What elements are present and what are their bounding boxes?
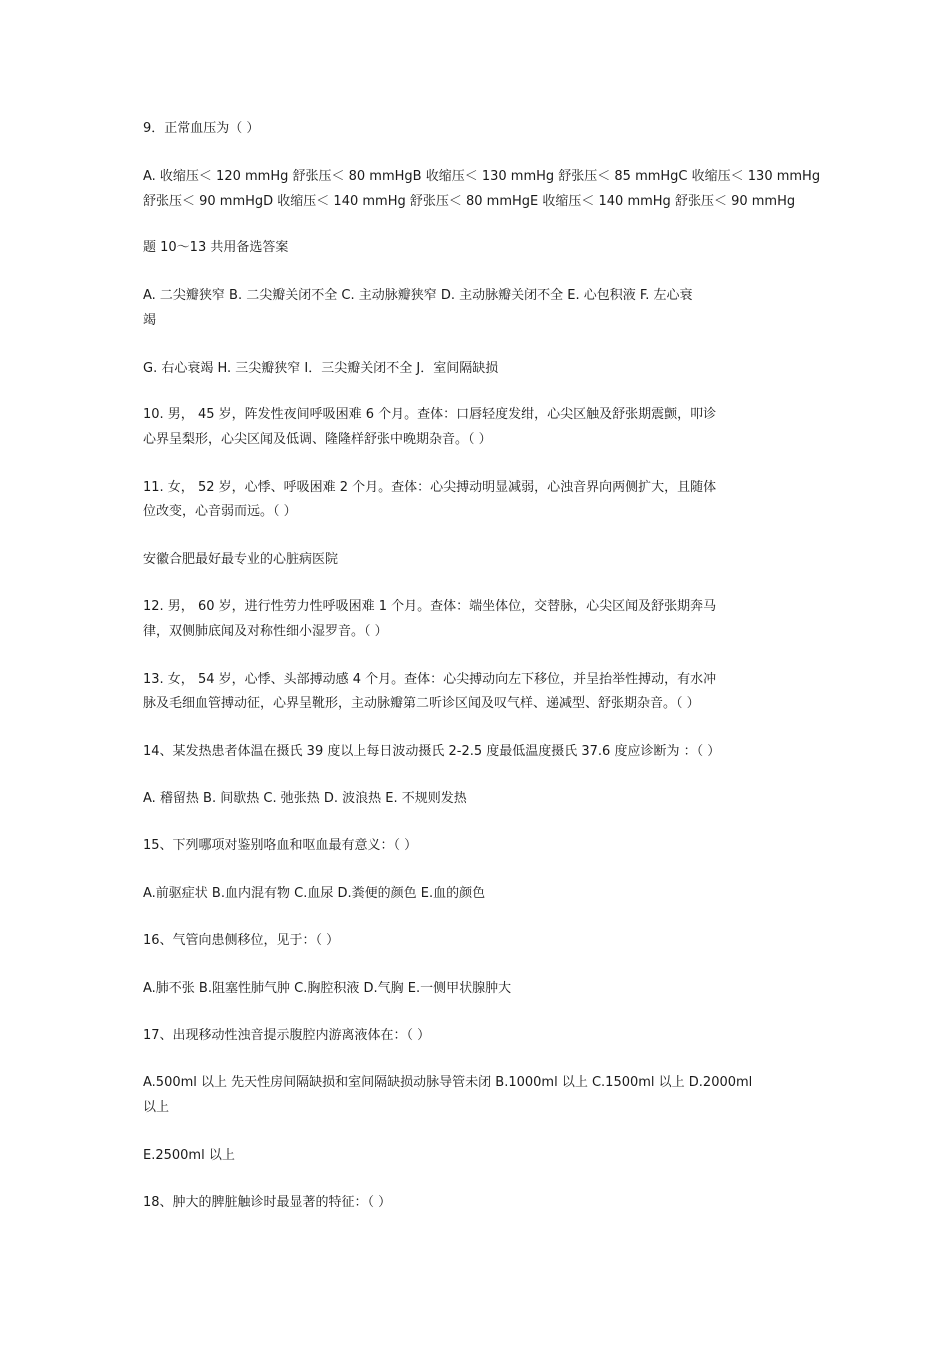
shared-options-line-2: 竭 [143, 313, 157, 328]
question-17-options-line-1: A.500ml 以上 先天性房间隔缺损和室间隔缺损动脉导管未闭 B.1000ml 以上 C.1500ml 以上 D.2000ml [143, 1075, 753, 1090]
question-10-line-2: 心界呈梨形，心尖区闻及低调、隆隆样舒张中晚期杂音。（ ） [143, 432, 492, 447]
question-17-options-line-2: 以上 [143, 1100, 170, 1115]
question-14-options: A. 稽留热 B. 间歇热 C. 弛张热 D. 波浪热 E. 不规则发热 [143, 791, 467, 806]
question-16: 16、气管向患侧移位，见于：（ ） [143, 933, 340, 948]
question-9-options-line-1: A. 收缩压＜ 120 mmHg 舒张压＜ 80 mmHgB 收缩压＜ 130 mmHg 舒张压＜ 85 mmHgC 收缩压＜ 130 mmHg [143, 169, 821, 184]
question-15-options: A.前驱症状 B.血内混有物 C.血尿 D.粪便的颜色 E.血的颜色 [143, 886, 486, 901]
question-11-line-1: 11. 女， 52 岁，心悸、呼吸困难 2 个月。查体：心尖搏动明显减弱，心浊音界向两侧扩大，且随体 [143, 480, 717, 495]
shared-options-line-1: A. 二尖瓣狭窄 B. 二尖瓣关闭不全 C. 主动脉瓣狭窄 D. 主动脉瓣关闭不全 E. 心包积液 F. 左心衰 [143, 288, 693, 303]
question-17-options-line-3: E.2500ml 以上 [143, 1148, 235, 1163]
question-10-line-1: 10. 男， 45 岁，阵发性夜间呼吸困难 6 个月。查体：口唇轻度发绀，心尖区触及舒张期震颤，叩诊 [143, 407, 717, 422]
question-15: 15、下列哪项对鉴别咯血和呕血最有意义：（ ） [143, 838, 418, 853]
question-12-line-2: 律，双侧肺底闻及对称性细小湿罗音。（ ） [143, 624, 388, 639]
question-17: 17、出现移动性浊音提示腹腔内游离液体在：（ ） [143, 1028, 431, 1043]
question-12-line-1: 12. 男， 60 岁，进行性劳力性呼吸困难 1 个月。查体：端坐体位，交替脉，心尖区闻及舒张期奔马 [143, 599, 717, 614]
shared-answers-heading: 题 10～13 共用备选答案 [143, 240, 289, 255]
question-13-line-2: 脉及毛细血管搏动征，心界呈靴形，主动脉瓣第二听诊区闻及叹气样、递减型、舒张期杂音。（ ） [143, 696, 700, 711]
question-18: 18、肿大的脾脏触诊时最显著的特征：（ ） [143, 1195, 392, 1210]
question-9: 9．正常血压为（ ） [143, 121, 260, 136]
question-11-line-2: 位改变，心音弱而远。（ ） [143, 504, 297, 519]
inserted-ad-line: 安徽合肥最好最专业的心脏病医院 [143, 552, 339, 567]
question-14: 14、某发热患者体温在摄氏 39 度以上每日波动摄氏 2-2.5 度最低温度摄氏 37.6 度应诊断为 ：（ ） [143, 744, 721, 759]
question-9-options-line-2: 舒张压＜ 90 mmHgD 收缩压＜ 140 mmHg 舒张压＜ 80 mmHgE 收缩压＜ 140 mmHg 舒张压＜ 90 mmHg [143, 194, 796, 209]
question-16-options: A.肺不张 B.阻塞性肺气肿 C.胸腔积液 D.气胸 E.一侧甲状腺肿大 [143, 981, 512, 996]
question-13-line-1: 13. 女， 54 岁，心悸、头部搏动感 4 个月。查体：心尖搏动向左下移位，并呈抬举性搏动，有水冲 [143, 672, 717, 687]
shared-options-line-3: G. 右心衰竭 H. 三尖瓣狭窄 I．三尖瓣关闭不全 J．室间隔缺损 [143, 361, 499, 376]
